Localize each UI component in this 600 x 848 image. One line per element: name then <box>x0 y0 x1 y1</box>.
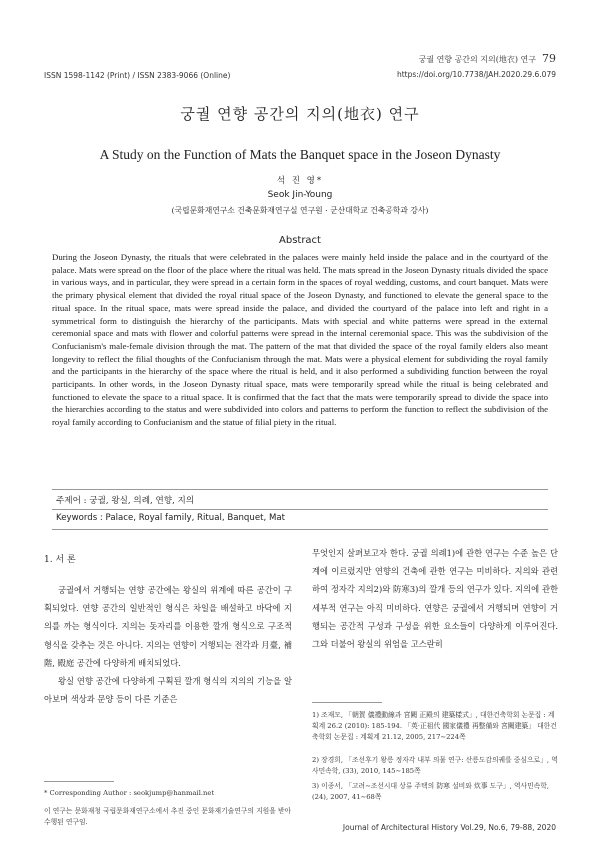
corresponding-author: * Corresponding Author : seokjump@hanmail.net <box>44 789 215 797</box>
keywords-middle-rule <box>52 509 548 510</box>
issn-line: ISSN 1598-1142 (Print) / ISSN 2383-9066 (Online) <box>44 71 231 80</box>
footnote-1: 1) 조재모, 「朝賀 儀禮動線과 宮闕 正殿의 建築樣式」, 대한건축학회 논문집 : 계획계 26.2 (2010): 185-194. 「英·正祖代 國家儀禮 再整備와 宮闕建築」 대한건축학회 논문집 : 계획계 21.12, 2005, 217∼224쪽 <box>312 711 557 741</box>
footnote-rule-left <box>44 781 114 782</box>
running-title: 궁궐 연향 공간의 지의(地衣) 연구 <box>418 55 536 64</box>
page-number: 79 <box>542 52 556 65</box>
title-korean: 궁궐 연향 공간의 지의(地衣) 연구 <box>180 105 420 123</box>
running-header <box>419 52 556 65</box>
paragraph: 왕실 연향 공간에 다양하게 구획된 깔개 형식의 지의의 기능을 알아보며 색상과 문양 등이 다른 기준은 <box>44 676 292 705</box>
affiliation: (국립문화재연구소 건축문화재연구실 연구원 · 군산대학교 건축공학과 강사) <box>171 206 429 215</box>
keywords-top-rule <box>52 489 548 490</box>
author-korean: 석 진 영* <box>276 176 324 186</box>
body-column-left <box>44 581 292 708</box>
footnote-2: 2) 장경희, 「조선후기 왕릉 정자각 내부 의물 연구: 산릉도감의궤를 중심으로」, 역사민속학, (33), 2010, 145∼185쪽 <box>312 756 558 775</box>
paragraph: 무엇인지 살펴보고자 한다. 궁궐 의례1)에 관한 연구는 수준 높은 단계에 이르렀지만 연향의 건축에 관한 연구는 미비하다. 지의와 관련하여 정자각 지의2)와 防寒3)의 깔개 등의 연구가 있다. 지의에 관한 세부적 연구는 아직 미비하다. 연향은 궁궐에서 거행되며 연향이 거행되는 공간적 구성과 구성을 위한 요소들이 다양하게 이루어진다. 그와 더불어 왕실의 위엄을 고스란히 <box>312 548 558 650</box>
author-english: Seok Jin-Young <box>267 190 333 200</box>
keywords-korean: 주제어 : 궁궐, 왕실, 의례, 연향, 지의 <box>56 496 195 506</box>
abstract-heading: Abstract <box>279 235 321 246</box>
journal-footer: Journal of Architectural History Vol.29, No.6, 79-88, 2020 <box>342 823 556 832</box>
footnote-rule-right <box>312 702 382 703</box>
body-column-right <box>312 544 558 653</box>
keywords-english: Keywords : Palace, Royal family, Ritual, Banquet, Mat <box>56 513 286 523</box>
keywords-bottom-rule <box>52 529 548 530</box>
paragraph: 궁궐에서 거행되는 연향 공간에는 왕실의 위계에 따른 공간이 구획되었다. 연향 공간의 일반적인 형식은 차일을 배설하고 바닥에 지의를 까는 형식이다. 지의는 돗자리를 이용한 깔개 형식으로 구조적 형식을 갖추는 것은 아니다. 지의는 연향이 거행되는 전각과 月臺, 補階, 殿庭 공간에 다양하게 배치되었다. <box>44 585 292 668</box>
funding-note: 이 연구는 문화재청 국립문화재연구소에서 추진 중인 문화재기술연구의 지원을 받아 수행된 연구임. <box>44 807 292 826</box>
footnote-3: 3) 이종서, 「고려∼조선시대 상류 주택의 防寒 설비와 炊事 도구」, 역사민속학, (24), 2007, 41∼68쪽 <box>312 782 549 801</box>
title-english: A Study on the Function of Mats the Banquet space in the Joseon Dynasty <box>99 147 501 162</box>
section-title-introduction: 1. 서 론 <box>44 555 76 565</box>
doi-link[interactable]: https://doi.org/10.7738/JAH.2020.29.6.079 <box>396 70 556 79</box>
abstract-body: During the Joseon Dynasty, the rituals that were celebrated in the palaces were mainly held inside the palace and in the courtyard of the palace. Mats were spread on the floor of the place where the ritual was held. The mats spread in the Joseon Dynasty rituals divided the space in various ways, and in particular, they were spread in a certain form in the spaces of royal wedding, customs, and court banquet. Mats were the primary physical element that divided the royal ritual space of the Joseon Dynasty, and functioned to elevate the general space to the ritual space. In the ritual space, mats were spread inside the palace, and divided the courtyard of the palace into left and right in a symmetrical form to distinguish the hierarchy of the participants. Mats with special and white patterns were spread in the external ceremonial space and mats with flower and colorful patterns were spread in the internal ceremonial space. This was the subdivision of the Confucianism's male-female division through the mat. The pattern of the mat that divided the space of the royal family elders also meant longevity to reflect the filial thoughts of the Confucianism through the mat. Mats were a physical element for subdividing the royal family and the participants in the hierarchy of the space where the ritual is held, and it also performed a subdividing function between the royal participants. In other words, in the Joseon Dynasty ritual space, mats were temporarily spread while the ritual is being celebrated and functioned to elevate the space to a ritual space. It is confirmed that the fact that the mats were temporarily spread to divide the space into the hierarchies according to the status and were subdivided into colors and patterns to perform the function to reflect the subdivision of the royal family according to Confucianism and the statue of filial piety in the ritual. <box>52 252 548 428</box>
